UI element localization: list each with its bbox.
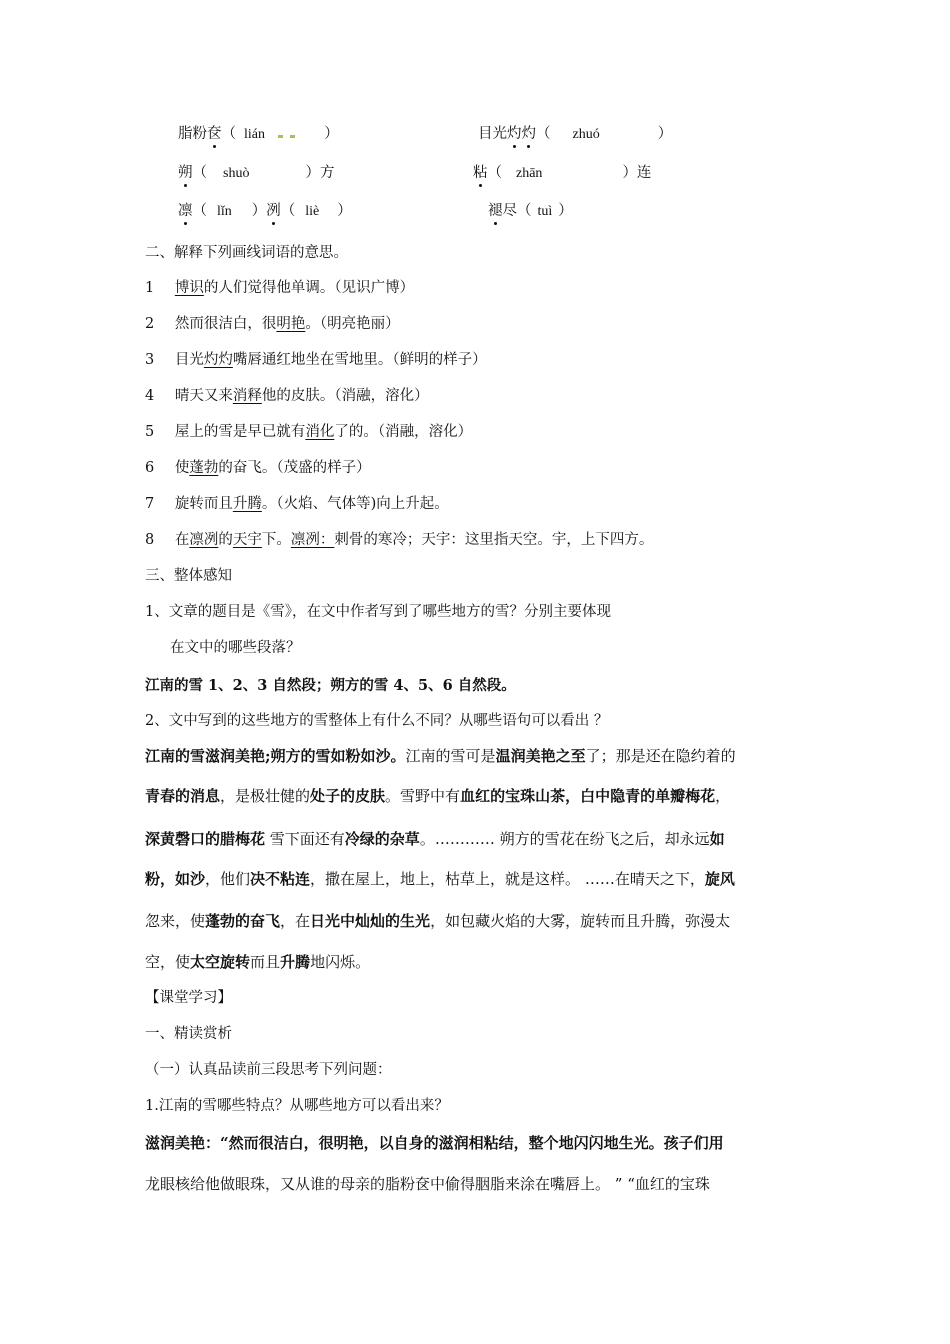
classroom-answer-line1 — [145, 1133, 724, 1153]
answer-2-line4 — [145, 869, 735, 889]
paren-close: ） — [558, 203, 573, 219]
underlined-word: 灼灼 — [203, 352, 233, 368]
answer-2-line6 — [145, 952, 370, 972]
section2-item-6 — [145, 458, 371, 478]
section2-item-2 — [145, 314, 400, 334]
bold-phrase: 江南的雪滋润美艳;朔方的雪如粉如沙。 — [145, 747, 406, 765]
item-text: 他的皮肤。（消融，溶化） — [261, 388, 429, 404]
item-number: 2 — [145, 316, 155, 332]
bold-phrase: 粉，如沙 — [145, 870, 206, 888]
section3-heading: 三、整体感知 — [145, 568, 232, 584]
answer-2-line2 — [145, 786, 730, 806]
item-number: 4 — [145, 388, 155, 404]
item-text: 屋上的雪是早已就有 — [174, 424, 306, 440]
question-1-line2: 在文中的哪些段落？ — [170, 640, 301, 656]
text: 了；那是还在隐约着的 — [585, 747, 736, 765]
paren-open: （ — [192, 165, 207, 181]
bold-phrase: 滋润美艳： — [145, 1134, 221, 1152]
classroom-answer-line2: 龙眼核给他做眼珠，又从谁的母亲的脂粉奁中偷得胭脂来涂在嘴唇上。 ” “血红的宝珠 — [145, 1175, 710, 1193]
paren-close: ） — [657, 126, 673, 142]
item-number: 8 — [145, 532, 155, 548]
underlined-word: 凛冽： — [290, 532, 335, 548]
paren-open: （ — [192, 203, 207, 219]
bold-phrase: 太空旋转 — [190, 953, 251, 971]
item-text: 嘴唇通红地坐在雪地里。（鲜明的样子） — [232, 352, 487, 368]
text: 空，使 — [145, 953, 191, 971]
text: 雪下面还有 — [265, 830, 345, 848]
underlined-word: 博识 — [174, 280, 204, 296]
pinyin-row-1a — [178, 124, 339, 145]
answer-1-text: 江南的雪 1、2、3 自然段；朔方的雪 4、5、6 自然段。 — [145, 677, 516, 694]
item-text: 。（明亮艳丽） — [305, 316, 400, 332]
underlined-word: 天宇 — [232, 532, 262, 548]
pinyin-lin: lǐn — [217, 204, 232, 219]
underlined-word: 升腾 — [232, 496, 262, 512]
item-number: 6 — [145, 460, 155, 476]
item-number: 5 — [145, 424, 155, 440]
pinyin-lie: liè — [305, 204, 320, 219]
item-text: 晴天又来 — [174, 388, 233, 404]
pinyin-row-3b — [488, 201, 573, 222]
bold-phrase: 日光中灿灿的生光 — [310, 912, 431, 930]
section2-item-1 — [145, 278, 414, 298]
section2-item-8 — [145, 530, 653, 550]
word-zhan: 粘 — [473, 165, 488, 181]
word-zhifenlian: 脂粉奁（ — [178, 126, 236, 142]
item-text: 的 — [218, 532, 233, 548]
answer-2-line3 — [145, 829, 725, 849]
item-text: 旋转而且 — [174, 496, 233, 512]
section2-item-4 — [145, 386, 429, 406]
underlined-word: 凛冽 — [189, 532, 219, 548]
item-text: 在 — [174, 532, 190, 548]
item-number: 3 — [145, 352, 155, 368]
classroom-question-1: 1.江南的雪哪些特点？从哪些地方可以看出来？ — [145, 1098, 449, 1114]
item-text: 目光 — [174, 352, 204, 368]
pinyin-row-2b — [473, 163, 651, 184]
reading-instruction: （一）认真品读前三段思考下列问题： — [145, 1062, 392, 1078]
bold-phrase: 深黄磬口的腊梅花 — [145, 830, 266, 848]
text: ，是极壮健的 — [220, 787, 311, 805]
item-text: 的奋飞。（茂盛的样子） — [218, 460, 371, 476]
underlined-word: 消化 — [305, 424, 335, 440]
underlined-word: 明艳 — [276, 316, 306, 332]
question-2: 2、文中写到的这些地方的雪整体上有什么不同？从哪些语句可以看出 ？ — [145, 713, 609, 729]
word-lin: 凛 — [178, 203, 193, 219]
text: 而且 — [250, 953, 281, 971]
text: ，他们 — [205, 870, 251, 888]
bold-phrase: 处子的皮肤 — [310, 787, 386, 805]
pinyin-shuo: shuò — [223, 166, 250, 181]
pinyin-row-2a — [178, 163, 334, 184]
bold-phrase: 蓬勃的奋飞 — [205, 912, 281, 930]
text: 地闪烁。 — [310, 953, 371, 971]
paren-open: （ — [487, 165, 502, 181]
pinyin-row-3a — [178, 201, 352, 222]
paren-close: ）方 — [305, 165, 335, 181]
answer-2-line5 — [145, 911, 730, 931]
text: 江南的雪可是 — [405, 747, 496, 765]
item-text: 了的。（消融，溶化） — [334, 424, 473, 440]
text: ，如包藏火焰的大雾，旋转而且升腾，弥漫太 — [430, 912, 731, 930]
underlined-word: 消释 — [232, 388, 262, 404]
word-tuijin: 褪尽（ — [488, 203, 532, 219]
classroom-heading: 【课堂学习】 — [145, 990, 232, 1006]
margin-marks — [276, 128, 306, 138]
answer-1 — [145, 676, 516, 696]
text: 忽来，使 — [145, 912, 206, 930]
bold-phrase: 如 — [709, 830, 725, 848]
bold-phrase: 青春的消息 — [145, 787, 221, 805]
bold-phrase: 旋风 — [704, 870, 735, 888]
item-text: 下。 — [261, 532, 291, 548]
section2-heading: 二、解释下列画线词语的意思。 — [145, 245, 348, 261]
paren-close: ） — [337, 203, 352, 219]
text: 。………… 朔方的雪花在纷飞之后，却永远 — [419, 830, 710, 848]
item-text: 使 — [174, 460, 190, 476]
bold-phrase: 升腾 — [280, 953, 311, 971]
item-text: 的人们觉得他单调。（见识广博） — [203, 280, 415, 296]
paren-close: ）连 — [622, 165, 652, 181]
item-text: 刺骨的寒冷；天宇：这里指天空。宇，上下四方。 — [334, 532, 654, 548]
paren-close-lie: ）冽（ — [251, 203, 296, 219]
text: 。雪野中有 — [385, 787, 461, 805]
pinyin-tui: tuì — [537, 204, 553, 219]
question-1-line1: 1、文章的题目是《雪》，在文中作者写到了哪些地方的雪？分别主要体现 — [145, 604, 611, 620]
bold-quote: “然而很洁白，很明艳，以自身的滋润相粘结，整个地闪闪地生光。孩子们用 — [220, 1134, 724, 1152]
text: ， — [715, 787, 731, 805]
section2-item-3 — [145, 350, 487, 370]
section2-item-5 — [145, 422, 472, 442]
item-number: 1 — [145, 280, 155, 296]
text: ，撒在屋上，地上，枯草上，就是这样。 ……在晴天之下， — [310, 870, 705, 888]
word-zhuozhuo: 目光灼灼（ — [478, 126, 551, 142]
pinyin-lian: lián — [244, 127, 265, 142]
bold-phrase: 温润美艳之至 — [495, 747, 586, 765]
item-text: 然而很洁白，很 — [174, 316, 277, 332]
pinyin-zhan: zhān — [516, 166, 543, 181]
bold-phrase: 血红的宝珠山茶，白中隐青的单瓣梅花 — [460, 787, 716, 805]
answer-2-line1 — [145, 746, 736, 766]
word-shuo: 朔 — [178, 165, 193, 181]
pinyin-row-1b — [478, 124, 672, 145]
section2-item-7 — [145, 494, 449, 514]
underlined-word: 蓬勃 — [189, 460, 219, 476]
bold-phrase: 冷绿的杂草 — [344, 830, 420, 848]
item-number: 7 — [145, 496, 155, 512]
bold-phrase: 决不粘连 — [250, 870, 311, 888]
pinyin-zhuo: zhuó — [572, 127, 600, 142]
close-reading-heading: 一、精读赏析 — [145, 1026, 232, 1042]
text: ，在 — [280, 912, 311, 930]
paren-close: ） — [324, 126, 339, 142]
item-text: 。（火焰、气体等)向上升起。 — [261, 496, 449, 512]
